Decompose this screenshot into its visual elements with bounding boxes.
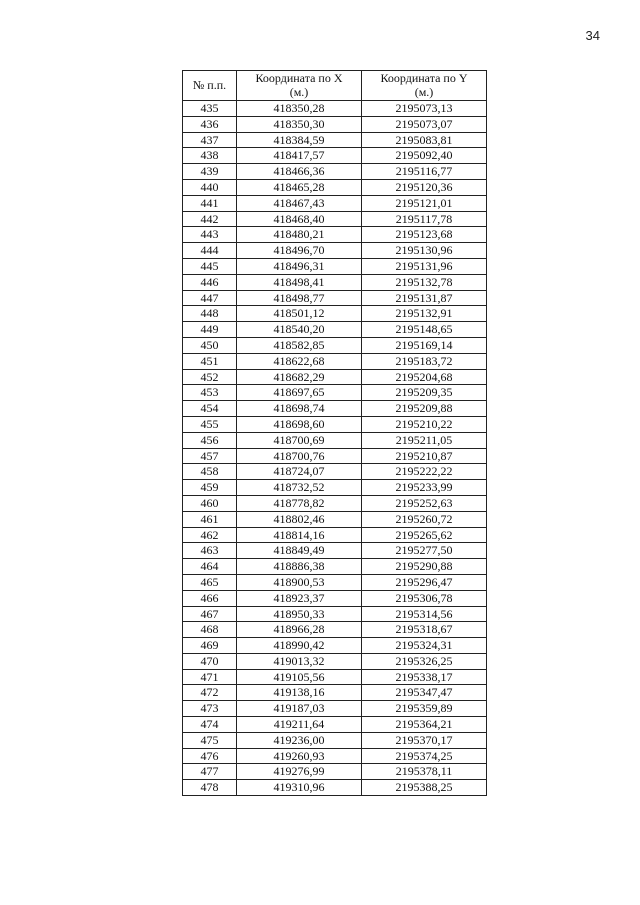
cell-x: 418732,52 bbox=[237, 480, 362, 496]
cell-number: 454 bbox=[183, 401, 237, 417]
table-row bbox=[183, 353, 487, 369]
header-y-label: Координата по Y bbox=[380, 71, 468, 85]
cell-y: 2195183,72 bbox=[362, 353, 487, 369]
table-header-row bbox=[183, 71, 487, 101]
table-row bbox=[183, 132, 487, 148]
table-row bbox=[183, 606, 487, 622]
table-row bbox=[183, 369, 487, 385]
table-row bbox=[183, 669, 487, 685]
cell-number: 457 bbox=[183, 448, 237, 464]
cell-number: 448 bbox=[183, 306, 237, 322]
cell-x: 418350,28 bbox=[237, 101, 362, 117]
cell-number: 451 bbox=[183, 353, 237, 369]
cell-y: 2195210,87 bbox=[362, 448, 487, 464]
cell-y: 2195092,40 bbox=[362, 148, 487, 164]
cell-y: 2195116,77 bbox=[362, 164, 487, 180]
cell-x: 418467,43 bbox=[237, 195, 362, 211]
cell-number: 436 bbox=[183, 116, 237, 132]
cell-y: 2195209,88 bbox=[362, 401, 487, 417]
cell-x: 418700,76 bbox=[237, 448, 362, 464]
cell-number: 471 bbox=[183, 669, 237, 685]
table-row bbox=[183, 243, 487, 259]
cell-number: 475 bbox=[183, 732, 237, 748]
cell-y: 2195132,91 bbox=[362, 306, 487, 322]
cell-x: 418350,30 bbox=[237, 116, 362, 132]
cell-number: 447 bbox=[183, 290, 237, 306]
cell-number: 470 bbox=[183, 653, 237, 669]
cell-x: 418700,69 bbox=[237, 432, 362, 448]
table-row bbox=[183, 148, 487, 164]
cell-x: 418498,41 bbox=[237, 274, 362, 290]
table-row bbox=[183, 495, 487, 511]
cell-x: 419105,56 bbox=[237, 669, 362, 685]
cell-number: 459 bbox=[183, 480, 237, 496]
cell-x: 418582,85 bbox=[237, 337, 362, 353]
cell-x: 419310,96 bbox=[237, 780, 362, 796]
cell-y: 2195290,88 bbox=[362, 559, 487, 575]
cell-number: 437 bbox=[183, 132, 237, 148]
cell-number: 460 bbox=[183, 495, 237, 511]
table-row bbox=[183, 543, 487, 559]
table-row bbox=[183, 195, 487, 211]
cell-x: 418697,65 bbox=[237, 385, 362, 401]
cell-number: 442 bbox=[183, 211, 237, 227]
cell-number: 441 bbox=[183, 195, 237, 211]
cell-y: 2195117,78 bbox=[362, 211, 487, 227]
table-row bbox=[183, 116, 487, 132]
coordinates-table bbox=[182, 70, 487, 796]
cell-y: 2195169,14 bbox=[362, 337, 487, 353]
table-row bbox=[183, 448, 487, 464]
header-y-unit: (м.) bbox=[414, 84, 434, 99]
cell-x: 418724,07 bbox=[237, 464, 362, 480]
cell-number: 469 bbox=[183, 638, 237, 654]
cell-number: 461 bbox=[183, 511, 237, 527]
cell-y: 2195131,96 bbox=[362, 258, 487, 274]
cell-number: 465 bbox=[183, 574, 237, 590]
cell-x: 418465,28 bbox=[237, 179, 362, 195]
cell-x: 418496,70 bbox=[237, 243, 362, 259]
cell-number: 477 bbox=[183, 764, 237, 780]
cell-x: 418900,53 bbox=[237, 574, 362, 590]
table-row bbox=[183, 527, 487, 543]
cell-number: 452 bbox=[183, 369, 237, 385]
cell-y: 2195132,78 bbox=[362, 274, 487, 290]
table-row bbox=[183, 274, 487, 290]
cell-y: 2195374,25 bbox=[362, 748, 487, 764]
cell-x: 418966,28 bbox=[237, 622, 362, 638]
cell-y: 2195073,13 bbox=[362, 101, 487, 117]
cell-y: 2195378,11 bbox=[362, 764, 487, 780]
cell-x: 418698,74 bbox=[237, 401, 362, 417]
table-row bbox=[183, 416, 487, 432]
cell-y: 2195211,05 bbox=[362, 432, 487, 448]
table-row bbox=[183, 322, 487, 338]
header-number-label: № п.п. bbox=[192, 77, 227, 92]
cell-y: 2195318,67 bbox=[362, 622, 487, 638]
cell-number: 453 bbox=[183, 385, 237, 401]
table-row bbox=[183, 717, 487, 733]
table-row bbox=[183, 337, 487, 353]
cell-y: 2195296,47 bbox=[362, 574, 487, 590]
cell-x: 418468,40 bbox=[237, 211, 362, 227]
cell-y: 2195364,21 bbox=[362, 717, 487, 733]
cell-number: 450 bbox=[183, 337, 237, 353]
table-row bbox=[183, 101, 487, 117]
cell-x: 418990,42 bbox=[237, 638, 362, 654]
cell-x: 418501,12 bbox=[237, 306, 362, 322]
table-row bbox=[183, 780, 487, 796]
cell-x: 418698,60 bbox=[237, 416, 362, 432]
cell-y: 2195130,96 bbox=[362, 243, 487, 259]
cell-number: 466 bbox=[183, 590, 237, 606]
cell-y: 2195388,25 bbox=[362, 780, 487, 796]
cell-x: 418923,37 bbox=[237, 590, 362, 606]
table-row bbox=[183, 432, 487, 448]
cell-number: 478 bbox=[183, 780, 237, 796]
table-row bbox=[183, 701, 487, 717]
header-y bbox=[362, 71, 487, 101]
header-number bbox=[183, 71, 237, 101]
cell-x: 418814,16 bbox=[237, 527, 362, 543]
cell-y: 2195210,22 bbox=[362, 416, 487, 432]
cell-number: 473 bbox=[183, 701, 237, 717]
table-row bbox=[183, 290, 487, 306]
cell-y: 2195204,68 bbox=[362, 369, 487, 385]
cell-x: 419260,93 bbox=[237, 748, 362, 764]
table-row bbox=[183, 511, 487, 527]
cell-y: 2195265,62 bbox=[362, 527, 487, 543]
cell-number: 438 bbox=[183, 148, 237, 164]
cell-y: 2195222,22 bbox=[362, 464, 487, 480]
cell-number: 444 bbox=[183, 243, 237, 259]
cell-x: 418480,21 bbox=[237, 227, 362, 243]
cell-number: 445 bbox=[183, 258, 237, 274]
table-row bbox=[183, 622, 487, 638]
table-row bbox=[183, 748, 487, 764]
table-row bbox=[183, 227, 487, 243]
cell-number: 439 bbox=[183, 164, 237, 180]
cell-number: 467 bbox=[183, 606, 237, 622]
table-row bbox=[183, 638, 487, 654]
cell-number: 472 bbox=[183, 685, 237, 701]
cell-number: 463 bbox=[183, 543, 237, 559]
table-row bbox=[183, 179, 487, 195]
cell-number: 456 bbox=[183, 432, 237, 448]
cell-x: 418417,57 bbox=[237, 148, 362, 164]
table-row bbox=[183, 401, 487, 417]
cell-y: 2195123,68 bbox=[362, 227, 487, 243]
cell-number: 474 bbox=[183, 717, 237, 733]
header-x-label: Координата по X bbox=[255, 71, 343, 85]
cell-x: 418540,20 bbox=[237, 322, 362, 338]
cell-y: 2195324,31 bbox=[362, 638, 487, 654]
cell-y: 2195121,01 bbox=[362, 195, 487, 211]
cell-x: 418384,59 bbox=[237, 132, 362, 148]
table-row bbox=[183, 385, 487, 401]
cell-x: 418682,29 bbox=[237, 369, 362, 385]
cell-y: 2195120,36 bbox=[362, 179, 487, 195]
cell-y: 2195073,07 bbox=[362, 116, 487, 132]
cell-x: 419138,16 bbox=[237, 685, 362, 701]
cell-number: 440 bbox=[183, 179, 237, 195]
table-row bbox=[183, 480, 487, 496]
cell-x: 419276,99 bbox=[237, 764, 362, 780]
cell-x: 418849,49 bbox=[237, 543, 362, 559]
cell-y: 2195233,99 bbox=[362, 480, 487, 496]
table-row bbox=[183, 464, 487, 480]
cell-number: 464 bbox=[183, 559, 237, 575]
cell-y: 2195209,35 bbox=[362, 385, 487, 401]
cell-number: 468 bbox=[183, 622, 237, 638]
table-row bbox=[183, 764, 487, 780]
cell-y: 2195148,65 bbox=[362, 322, 487, 338]
cell-y: 2195347,47 bbox=[362, 685, 487, 701]
cell-x: 418950,33 bbox=[237, 606, 362, 622]
cell-y: 2195306,78 bbox=[362, 590, 487, 606]
table-row bbox=[183, 574, 487, 590]
table-row bbox=[183, 211, 487, 227]
cell-number: 435 bbox=[183, 101, 237, 117]
cell-x: 418496,31 bbox=[237, 258, 362, 274]
cell-number: 443 bbox=[183, 227, 237, 243]
cell-y: 2195260,72 bbox=[362, 511, 487, 527]
cell-y: 2195338,17 bbox=[362, 669, 487, 685]
header-x-unit: (м.) bbox=[289, 84, 309, 99]
cell-x: 418498,77 bbox=[237, 290, 362, 306]
cell-y: 2195314,56 bbox=[362, 606, 487, 622]
table-row bbox=[183, 590, 487, 606]
cell-x: 418466,36 bbox=[237, 164, 362, 180]
cell-y: 2195277,50 bbox=[362, 543, 487, 559]
cell-x: 419187,03 bbox=[237, 701, 362, 717]
header-x bbox=[237, 71, 362, 101]
table-row bbox=[183, 685, 487, 701]
cell-x: 419236,00 bbox=[237, 732, 362, 748]
cell-y: 2195083,81 bbox=[362, 132, 487, 148]
table-row bbox=[183, 306, 487, 322]
cell-y: 2195131,87 bbox=[362, 290, 487, 306]
table-row bbox=[183, 559, 487, 575]
cell-x: 418802,46 bbox=[237, 511, 362, 527]
cell-number: 455 bbox=[183, 416, 237, 432]
table-row bbox=[183, 258, 487, 274]
cell-y: 2195252,63 bbox=[362, 495, 487, 511]
cell-number: 446 bbox=[183, 274, 237, 290]
cell-x: 418778,82 bbox=[237, 495, 362, 511]
cell-y: 2195370,17 bbox=[362, 732, 487, 748]
cell-number: 449 bbox=[183, 322, 237, 338]
cell-y: 2195326,25 bbox=[362, 653, 487, 669]
cell-x: 418886,38 bbox=[237, 559, 362, 575]
cell-number: 462 bbox=[183, 527, 237, 543]
table-row bbox=[183, 653, 487, 669]
cell-number: 476 bbox=[183, 748, 237, 764]
table-row bbox=[183, 732, 487, 748]
cell-x: 419211,64 bbox=[237, 717, 362, 733]
cell-x: 418622,68 bbox=[237, 353, 362, 369]
cell-x: 419013,32 bbox=[237, 653, 362, 669]
page-number: 34 bbox=[585, 28, 600, 43]
cell-y: 2195359,89 bbox=[362, 701, 487, 717]
table-body bbox=[183, 101, 487, 796]
cell-number: 458 bbox=[183, 464, 237, 480]
table-row bbox=[183, 164, 487, 180]
